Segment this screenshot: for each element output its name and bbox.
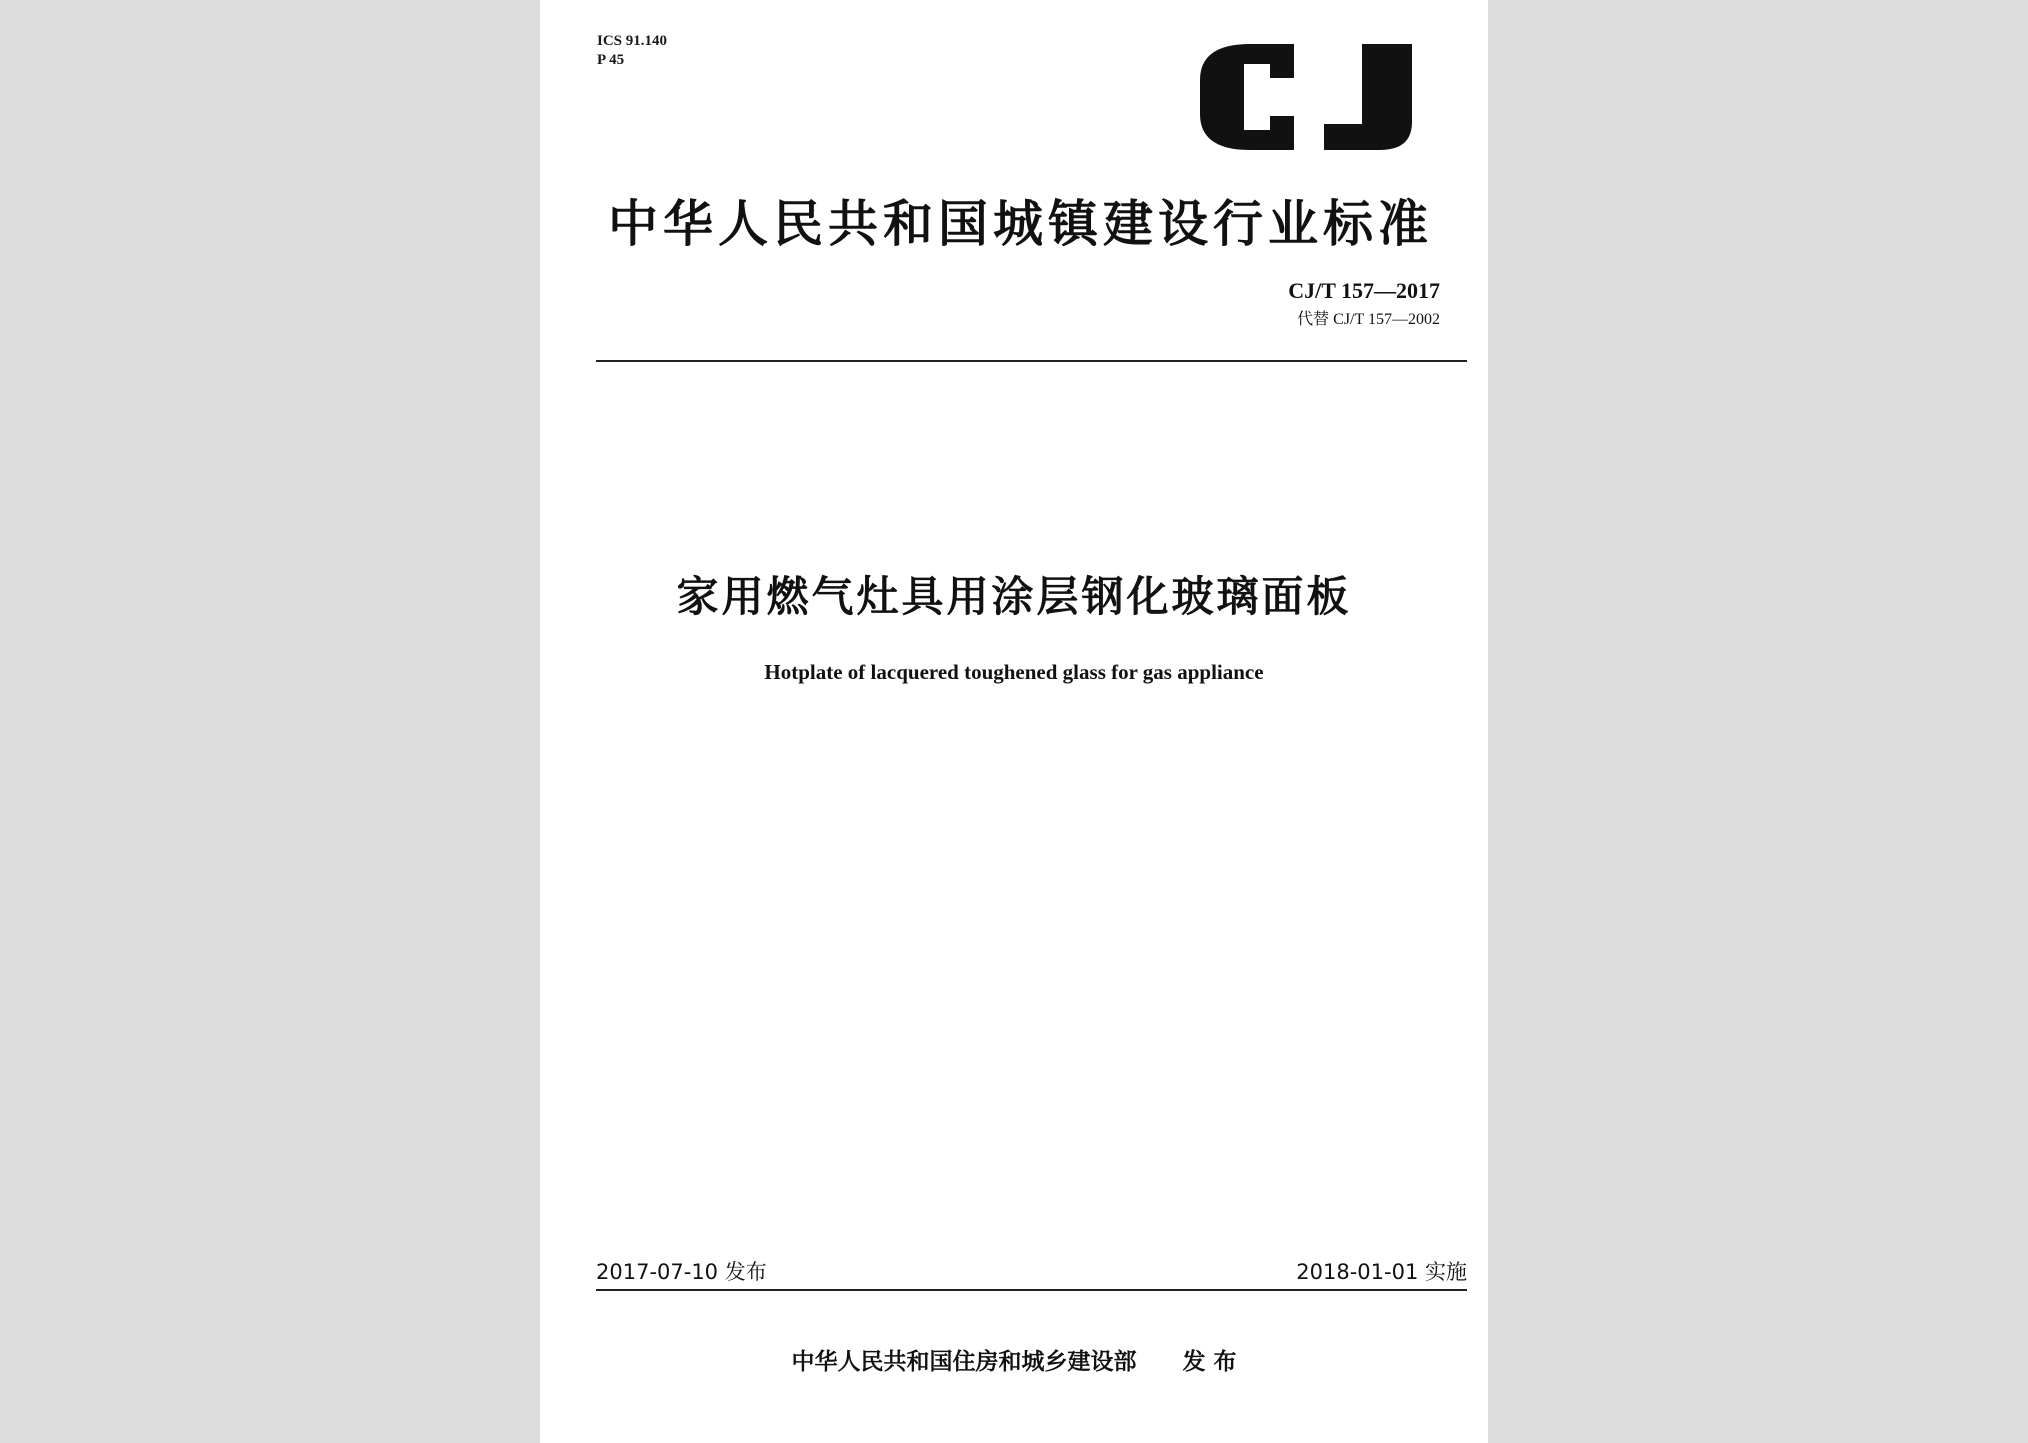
effective-date: 2018-01-01 实施 [1296,1260,1467,1284]
document-title-chinese: 家用燃气灶具用涂层钢化玻璃面板 [676,572,1352,621]
category-code: P 45 [597,52,625,68]
replaces-standard: 代替 CJ/T 157—2002 [1297,311,1440,328]
document-page [540,0,1488,1443]
issuer-action: 发 布 [1182,1349,1237,1375]
cj-logo [1200,44,1412,150]
ics-code-block [597,32,667,70]
bottom-divider [596,1289,1467,1291]
document-title-english: Hotplate of lacquered toughened glass for gas appliance [764,660,1264,684]
issuer-line [540,1343,1488,1376]
ics-code: ICS 91.140 [597,33,668,49]
issuer-name: 中华人民共和国住房和城乡建设部 [791,1349,1137,1375]
standard-number-block [1288,278,1440,329]
standard-number: CJ/T 157—2017 [1288,278,1440,303]
issuing-body-title: 中华人民共和国城镇建设行业标准 [608,195,1433,253]
top-divider [596,360,1467,362]
publish-date: 2017-07-10 发布 [596,1260,767,1284]
